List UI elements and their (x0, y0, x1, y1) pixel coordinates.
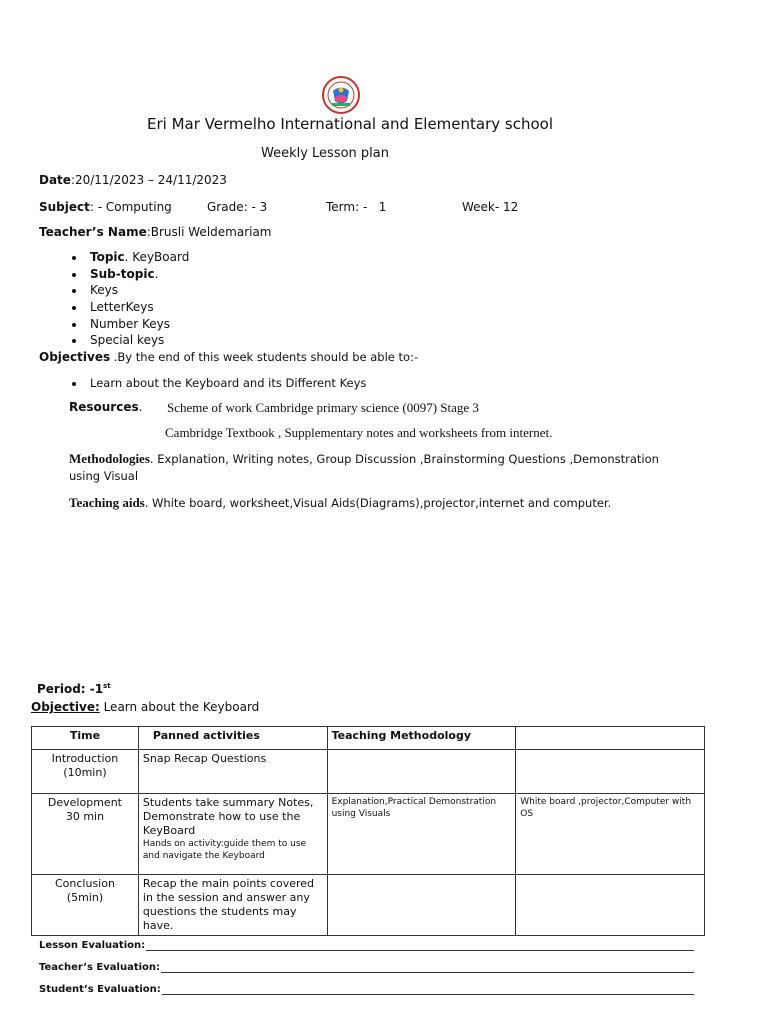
table-row (32, 875, 705, 936)
subject-line (39, 200, 172, 214)
time-cell (32, 794, 139, 875)
period-objective-text: Learn about the Keyboard (99, 700, 260, 714)
lesson-evaluation-label: Lesson Evaluation: (39, 940, 146, 951)
term-value: Term: - 1 (326, 200, 387, 214)
list-item-text: Special keys (90, 333, 165, 348)
school-logo (318, 75, 364, 115)
list-item (69, 332, 189, 349)
methodology-text: Explanation,Practical Demonstration using Visuals (331, 797, 497, 819)
date-label: Date (39, 173, 71, 187)
column-header: Time (32, 727, 139, 750)
list-item-text: Number Keys (90, 316, 171, 331)
teacher-evaluation-label: Teacher’s Evaluation: (39, 962, 161, 973)
time-label: Conclusion (54, 877, 115, 890)
teacher-line (39, 225, 272, 239)
aids-text: White board ,projector,Computer with OS (520, 797, 692, 819)
resources-label-text: Resources (69, 400, 139, 414)
teaching-aids-label: Teaching aids (69, 495, 145, 510)
activities-cell (138, 794, 327, 875)
topic-list (69, 249, 189, 349)
methodology-cell (327, 794, 516, 875)
objective-item-text: Learn about the Keyboard and its Different Keys (90, 376, 367, 390)
date-line (39, 173, 227, 187)
grade-value: Grade: - 3 (207, 200, 268, 214)
subtopic-label: Sub-topic (90, 266, 155, 281)
subtopic-text: . (154, 266, 159, 281)
period-objective (31, 700, 259, 714)
subject-value: : - Computing (89, 200, 172, 214)
time-label: Introduction (51, 752, 119, 765)
lesson-evaluation-line[interactable] (146, 942, 694, 951)
methodology-cell (327, 875, 516, 936)
topic-text: . KeyBoard (124, 250, 190, 264)
objectives-text: .By the end of this week students should be able to:- (110, 350, 419, 364)
list-item-text: LetterKeys (90, 300, 154, 315)
activities-text: Students take summary Notes, Demonstrate how to use the KeyBoard (142, 796, 314, 837)
list-item (69, 249, 189, 266)
table-row (32, 794, 705, 875)
methodology-cell (327, 750, 516, 794)
methodologies-label: Methodologies (69, 451, 150, 466)
lesson-plan-table (31, 726, 705, 936)
period-heading (37, 682, 111, 696)
lesson-evaluation-row (39, 940, 694, 951)
activities-cell: Snap Recap Questions (138, 750, 327, 794)
resources-label: Resources. (69, 400, 143, 414)
list-item (69, 299, 189, 316)
teacher-evaluation-line[interactable] (161, 964, 694, 973)
period-label: Period: -1 (37, 682, 104, 696)
activities-cell: Recap the main points covered in the session and answer any questions the students may have. (138, 875, 327, 936)
topic-label: Topic (90, 250, 125, 264)
column-header: Teaching Methodology (327, 727, 516, 750)
subject-label: Subject (39, 200, 90, 214)
list-item (69, 266, 189, 283)
teacher-value: :Brusli Weldemariam (146, 225, 272, 239)
student-evaluation-row (39, 984, 694, 995)
activities-note: Hands on activity:guide them to use and navigate the Keyboard (142, 839, 307, 861)
teacher-evaluation-row (39, 962, 694, 973)
school-name: Eri Mar Vermelho International and Elementary school (146, 115, 554, 133)
aids-cell (516, 794, 705, 875)
methodologies-text: . Explanation, Writing notes, Group Discussion ,Brainstorming Questions ,Demonstration using Visual (69, 452, 659, 483)
table-row (32, 750, 705, 794)
student-evaluation-label: Student’s Evaluation: (39, 984, 161, 995)
resources-line-2: Cambridge Textbook , Supplementary notes and worksheets from internet. (165, 425, 553, 440)
list-item (69, 375, 366, 392)
teacher-label: Teacher’s Name (39, 225, 147, 239)
teaching-aids-paragraph (69, 494, 689, 512)
time-duration: 30 min (65, 810, 105, 823)
period-sup: st (103, 682, 111, 690)
list-item (69, 316, 189, 333)
week-value: Week- 12 (462, 200, 519, 214)
time-cell (32, 750, 139, 794)
time-duration: (10min) (63, 766, 107, 779)
document-subtitle: Weekly Lesson plan (260, 146, 389, 161)
table-header-row (32, 727, 705, 750)
column-header (516, 727, 705, 750)
aids-cell (516, 875, 705, 936)
list-item-text: Keys (90, 283, 119, 298)
time-cell (32, 875, 139, 936)
list-item (69, 282, 189, 299)
column-header: Panned activities (138, 727, 327, 750)
time-duration: (5min) (66, 891, 104, 904)
student-evaluation-line[interactable] (162, 986, 694, 995)
time-label: Development (47, 796, 122, 809)
objectives-list (69, 375, 366, 392)
resources-line-1: Scheme of work Cambridge primary science (0097) Stage 3 (167, 400, 479, 415)
teaching-aids-text: . White board, worksheet,Visual Aids(Diagrams),projector,internet and computer. (144, 496, 612, 510)
methodologies-paragraph (69, 450, 689, 485)
objectives-line (39, 350, 418, 364)
period-objective-label: Objective: (31, 700, 100, 714)
aids-cell (516, 750, 705, 794)
date-value: :20/11/2023 – 24/11/2023 (70, 173, 227, 187)
objectives-label: Objectives (39, 350, 111, 364)
